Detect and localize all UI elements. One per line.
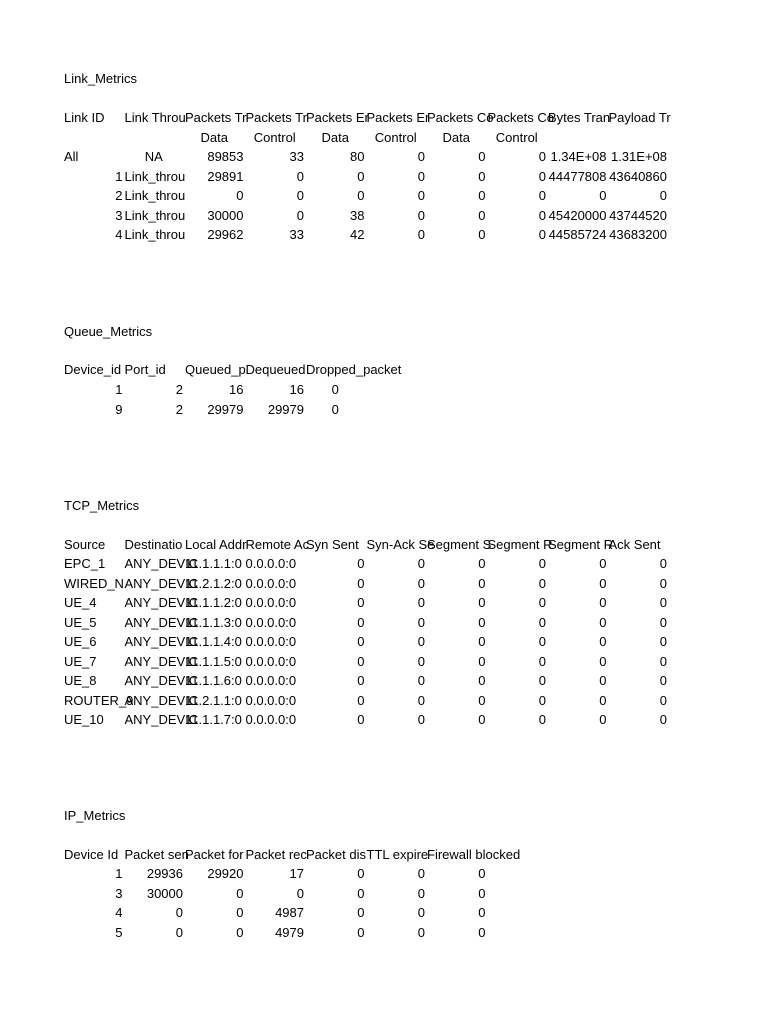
table-cell: 0 <box>478 227 486 242</box>
table-cell: 0 <box>417 634 425 649</box>
table-cell: 30000 <box>146 885 183 901</box>
table-cell: 0 <box>478 188 486 203</box>
table-cell: 3 <box>115 885 123 901</box>
table-cell: 29936 <box>146 866 183 881</box>
table-cell: 0 <box>417 227 425 242</box>
table-cell: 0 <box>659 575 667 591</box>
table-cell: 0 <box>538 207 546 223</box>
column-header: Remote Ac <box>245 537 310 552</box>
table-cell: 0 <box>296 168 304 184</box>
table-cell: Link_throu <box>124 227 186 242</box>
table-cell: 0 <box>538 227 546 242</box>
table-cell: 3 <box>115 207 123 223</box>
table-cell: 0 <box>478 595 486 610</box>
ip-metrics-header-row <box>64 845 684 865</box>
table-cell: ANY_DEVIC <box>124 673 199 688</box>
table-cell: 0 <box>296 885 304 901</box>
table-cell: 0 <box>417 614 425 630</box>
table-cell: 42 <box>350 227 365 242</box>
table-cell: 0 <box>659 712 667 727</box>
column-header: Syn Sent <box>306 537 359 552</box>
table-cell: ANY_DEVIC <box>124 556 199 571</box>
table-cell: 0 <box>478 575 486 591</box>
table-cell: 0 <box>417 575 425 591</box>
table-row <box>64 652 684 672</box>
table-cell: 0 <box>417 673 425 688</box>
column-header: Segment R <box>487 537 553 552</box>
column-subheader: Control <box>374 129 417 145</box>
column-header: Packet sen <box>124 847 189 862</box>
link-metrics-header-row <box>64 108 684 128</box>
table-cell: 0 <box>357 556 365 571</box>
table-cell: 0 <box>478 866 486 881</box>
table-row <box>64 147 684 167</box>
queue-metrics-title: Queue_Metrics <box>64 324 153 339</box>
tcp-metrics-header-row <box>64 535 684 555</box>
table-cell: 0 <box>478 149 486 164</box>
table-cell: 0 <box>357 614 365 630</box>
table-cell: 89853 <box>207 149 244 164</box>
table-cell: 44585724 <box>548 227 607 242</box>
table-cell: 0 <box>478 924 486 940</box>
table-row <box>64 186 684 206</box>
column-header: Source <box>64 537 106 552</box>
column-subheader: Control <box>253 129 296 145</box>
table-cell: 0.0.0.0:0 <box>245 692 297 708</box>
table-row <box>64 923 684 943</box>
table-cell: 0 <box>417 149 425 164</box>
table-cell: 0 <box>599 188 607 203</box>
table-cell: 0.0.0.0:0 <box>245 595 297 610</box>
table-cell: 11.2.1.1:0 <box>185 692 242 708</box>
table-cell: ANY_DEVIC <box>124 712 199 727</box>
table-cell: 5 <box>115 924 123 940</box>
table-cell: 0 <box>357 866 365 881</box>
table-cell: 0 <box>417 188 425 203</box>
table-cell: 0 <box>659 634 667 649</box>
table-cell: 0 <box>478 653 486 669</box>
column-header: Packets Co <box>427 110 494 125</box>
table-cell: 0 <box>538 614 546 630</box>
table-cell: 29962 <box>207 227 244 242</box>
table-cell: ANY_DEVIC <box>124 692 199 708</box>
table-cell: 0 <box>417 905 425 920</box>
table-cell: UE_8 <box>64 673 97 688</box>
column-header: Dropped_packet <box>306 362 402 377</box>
table-cell: UE_7 <box>64 653 97 669</box>
table-cell: ANY_DEVIC <box>124 653 199 669</box>
table-cell: 80 <box>350 149 365 164</box>
column-header: Device Id <box>64 847 119 862</box>
column-header: Segment S <box>427 537 492 552</box>
table-cell: 0 <box>478 692 486 708</box>
table-cell: 33 <box>289 227 304 242</box>
table-cell: 0 <box>417 595 425 610</box>
queue-metrics-header-row <box>64 360 684 380</box>
table-cell: 0.0.0.0:0 <box>245 653 297 669</box>
table-cell: 0 <box>236 924 244 940</box>
table-cell: 33 <box>289 149 304 164</box>
table-cell: 1.31E+08 <box>610 149 667 164</box>
table-row <box>64 671 684 691</box>
table-cell: 0 <box>357 575 365 591</box>
table-cell: 0 <box>538 673 546 688</box>
table-cell: ANY_DEVIC <box>124 614 199 630</box>
table-cell: 0 <box>331 382 339 397</box>
table-cell: 0 <box>659 673 667 688</box>
table-cell: 0.0.0.0:0 <box>245 556 297 571</box>
table-cell: 0 <box>357 168 365 184</box>
table-cell: 45420000 <box>548 207 607 223</box>
table-cell: 2 <box>175 382 183 397</box>
tcp-metrics-title: TCP_Metrics <box>64 498 140 513</box>
column-header: Packet dis <box>306 847 366 862</box>
table-cell: 0 <box>236 905 244 920</box>
table-cell: UE_6 <box>64 634 97 649</box>
table-cell: 0 <box>478 207 486 223</box>
table-cell: 2 <box>115 188 123 203</box>
table-cell: 0 <box>478 168 486 184</box>
table-cell: 0 <box>357 905 365 920</box>
table-cell: All <box>64 149 79 164</box>
table-cell: 0.0.0.0:0 <box>245 673 297 688</box>
column-header: Packets Er <box>366 110 430 125</box>
table-cell: 0 <box>538 556 546 571</box>
table-cell: 0 <box>417 207 425 223</box>
table-cell: 11.2.1.2:0 <box>185 575 242 591</box>
column-subheader: Control <box>495 129 538 145</box>
table-cell: 0 <box>659 692 667 708</box>
column-header: Packets Co <box>487 110 554 125</box>
table-cell: Link_throu <box>124 168 186 184</box>
table-cell: ROUTER_9 <box>64 692 134 708</box>
table-cell: 43640860 <box>609 168 667 184</box>
table-cell: 11.1.1.1:0 <box>185 556 242 571</box>
ip-metrics-title: IP_Metrics <box>64 808 126 823</box>
column-header: Packet for <box>185 847 244 862</box>
table-cell: 0 <box>357 885 365 901</box>
column-subheader: Data <box>321 129 349 145</box>
table-cell: 0 <box>357 653 365 669</box>
table-row <box>64 710 684 730</box>
table-cell: 16 <box>289 382 304 397</box>
table-cell: 0 <box>296 188 304 203</box>
table-cell: 0 <box>357 712 365 727</box>
table-cell: 0.0.0.0:0 <box>245 712 297 727</box>
column-header: Device_id <box>64 362 122 377</box>
table-cell: 0 <box>599 575 607 591</box>
table-cell: 0 <box>478 556 486 571</box>
table-cell: 0 <box>417 924 425 940</box>
table-cell: 4 <box>115 905 123 920</box>
column-header: Queued_p <box>185 362 246 377</box>
table-cell: 0 <box>599 712 607 727</box>
table-cell: 17 <box>289 866 304 881</box>
table-cell: 0 <box>417 712 425 727</box>
table-cell: 0 <box>538 712 546 727</box>
column-header: Link ID <box>64 110 105 125</box>
table-cell: 0 <box>538 692 546 708</box>
table-cell: 29891 <box>207 168 244 184</box>
table-cell: 0 <box>236 188 244 203</box>
table-row <box>64 574 684 594</box>
table-cell: 0 <box>599 634 607 649</box>
table-cell: 1 <box>115 382 123 397</box>
table-cell: UE_4 <box>64 595 97 610</box>
column-header: Dequeued <box>245 362 306 377</box>
table-cell: 0 <box>175 905 183 920</box>
table-cell: 43744520 <box>609 207 667 223</box>
column-header: Payload Tr <box>608 110 671 125</box>
column-header: Destinatio <box>124 537 183 552</box>
column-header: Ack Sent <box>608 537 661 552</box>
table-cell: 0 <box>478 905 486 920</box>
table-cell: 0.0.0.0:0 <box>245 614 297 630</box>
table-cell: ANY_DEVIC <box>124 634 199 649</box>
table-cell: 0 <box>478 634 486 649</box>
table-row <box>64 225 684 245</box>
table-cell: 9 <box>115 401 123 417</box>
table-cell: 0 <box>331 401 339 417</box>
table-cell: 0 <box>417 692 425 708</box>
table-row <box>64 593 684 613</box>
table-cell: 16 <box>229 382 244 397</box>
table-cell: 0 <box>357 188 365 203</box>
table-cell: 11.1.1.2:0 <box>185 595 242 610</box>
table-cell: 11.1.1.7:0 <box>185 712 242 727</box>
table-cell: 0 <box>478 673 486 688</box>
table-cell: 0 <box>417 168 425 184</box>
table-cell: 0 <box>659 556 667 571</box>
column-header: TTL expire <box>366 847 429 862</box>
table-cell: 0 <box>357 673 365 688</box>
column-header: Packet rec <box>245 847 307 862</box>
table-cell: 11.1.1.3:0 <box>185 614 242 630</box>
table-cell: 0 <box>599 692 607 708</box>
table-cell: 44477808 <box>548 168 607 184</box>
table-cell: 0 <box>659 188 667 203</box>
table-cell: 0 <box>417 885 425 901</box>
table-cell: 0 <box>296 207 304 223</box>
table-row <box>64 167 684 187</box>
table-cell: 0 <box>538 168 546 184</box>
table-cell: 0 <box>599 673 607 688</box>
column-header: Packets Tr <box>185 110 247 125</box>
table-cell: 0 <box>538 595 546 610</box>
table-cell: 0 <box>478 614 486 630</box>
table-cell: EPC_1 <box>64 556 106 571</box>
table-cell: ANY_DEVIC <box>124 595 199 610</box>
column-header: Link Throu <box>124 110 186 125</box>
table-cell: 0 <box>538 634 546 649</box>
table-cell: 43683200 <box>609 227 667 242</box>
table-cell: 30000 <box>207 207 244 223</box>
table-cell: 0 <box>236 885 244 901</box>
table-cell: 0 <box>357 595 365 610</box>
table-cell: 0 <box>599 614 607 630</box>
column-subheader: Data <box>442 129 470 145</box>
table-cell: UE_5 <box>64 614 97 630</box>
table-cell: 0 <box>538 575 546 591</box>
table-cell: 0 <box>659 653 667 669</box>
table-cell: WIRED_N <box>64 575 124 591</box>
table-cell: ANY_DEVIC <box>124 575 199 591</box>
table-cell: 11.1.1.4:0 <box>185 634 242 649</box>
link-metrics-title: Link_Metrics <box>64 71 137 86</box>
table-cell: 0.0.0.0:0 <box>245 634 297 649</box>
table-row <box>64 903 684 923</box>
table-cell: 0 <box>538 653 546 669</box>
table-cell: 1.34E+08 <box>550 149 607 164</box>
table-cell: 0.0.0.0:0 <box>245 575 297 591</box>
table-cell: 0 <box>175 924 183 940</box>
column-header: Local Addr <box>185 537 247 552</box>
table-row <box>64 206 684 226</box>
column-header: Packets Er <box>306 110 369 125</box>
column-header: Syn-Ack Se <box>366 537 435 552</box>
table-cell: 29979 <box>207 401 244 417</box>
table-cell: 0 <box>538 149 546 164</box>
table-cell: 0 <box>357 634 365 649</box>
link-metrics-subheader-row <box>64 128 684 148</box>
table-cell: 38 <box>350 207 365 223</box>
table-row <box>64 380 684 400</box>
column-subheader: Data <box>200 129 228 145</box>
table-row <box>64 884 684 904</box>
table-cell: 0 <box>417 556 425 571</box>
table-cell: 11.1.1.6:0 <box>185 673 242 688</box>
table-cell: 0 <box>357 924 365 940</box>
table-cell: 0 <box>599 556 607 571</box>
table-cell: 0 <box>538 188 546 203</box>
table-cell: 0 <box>599 653 607 669</box>
table-cell: 0 <box>599 595 607 610</box>
column-header: Firewall blocked <box>427 847 521 862</box>
table-cell: 11.1.1.5:0 <box>185 653 242 669</box>
column-header: Segment R <box>548 537 614 552</box>
column-header: Port_id <box>124 362 166 377</box>
table-cell: 0 <box>659 595 667 610</box>
table-cell: 4987 <box>275 905 304 920</box>
table-cell: 1 <box>115 168 123 184</box>
table-cell: 29979 <box>267 401 304 417</box>
column-header: Packets Tr <box>245 110 307 125</box>
table-cell: 4979 <box>275 924 304 940</box>
table-cell: 0 <box>478 885 486 901</box>
table-cell: 0 <box>478 712 486 727</box>
table-row <box>64 613 684 633</box>
table-cell: 0 <box>417 653 425 669</box>
column-header: Bytes Tran <box>548 110 611 125</box>
table-row <box>64 554 684 574</box>
table-cell: NA <box>144 149 163 164</box>
table-cell: 0 <box>417 866 425 881</box>
table-cell: 0 <box>659 614 667 630</box>
table-cell: 0 <box>357 692 365 708</box>
table-cell: UE_10 <box>64 712 104 727</box>
table-row <box>64 632 684 652</box>
table-row <box>64 691 684 711</box>
table-cell: 29920 <box>207 866 244 881</box>
table-cell: 4 <box>115 227 123 242</box>
table-row <box>64 864 684 884</box>
table-cell: 2 <box>175 401 183 417</box>
table-cell: Link_throu <box>124 188 186 203</box>
table-row <box>64 400 684 420</box>
table-cell: 1 <box>115 866 123 881</box>
table-cell: Link_throu <box>124 207 186 223</box>
